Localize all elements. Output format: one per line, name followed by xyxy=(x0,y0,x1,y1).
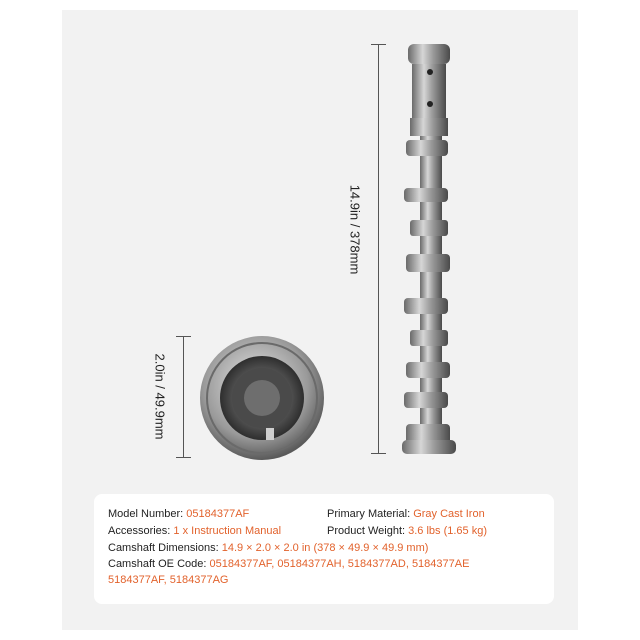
model-number-row xyxy=(108,508,249,520)
oe-code-row-2 xyxy=(108,574,229,586)
oe-code-row xyxy=(108,558,469,570)
camshaft-end-image xyxy=(200,336,324,460)
primary-material-label: Primary Material: xyxy=(327,508,411,520)
product-weight-label: Product Weight: xyxy=(327,525,406,537)
oe-code-label: Camshaft OE Code: xyxy=(108,558,207,570)
product-weight-row xyxy=(327,525,487,537)
model-number-label: Model Number: xyxy=(108,508,184,520)
camshaft-dimensions-value: 14.9 × 2.0 × 2.0 in (378 × 49.9 × 49.9 mm) xyxy=(221,542,429,554)
camshaft-image xyxy=(402,44,456,454)
accessories-label: Accessories: xyxy=(108,525,171,537)
primary-material-row xyxy=(327,508,485,520)
oe-code-value-line2: 5184377AF, 5184377AG xyxy=(108,574,229,586)
spec-card xyxy=(94,494,554,604)
camshaft-dimensions-row xyxy=(108,542,428,554)
oe-code-value-line1: 05184377AF, 05184377AH, 5184377AD, 5184377AE xyxy=(209,558,470,570)
accessories-row xyxy=(108,525,281,537)
camshaft-dimensions-label: Camshaft Dimensions: xyxy=(108,542,219,554)
model-number-value: 05184377AF xyxy=(186,508,250,520)
length-dimension-label: 14.9in / 378mm xyxy=(347,184,363,275)
accessories-value: 1 x Instruction Manual xyxy=(173,525,282,537)
diameter-dimension-label: 2.0in / 49.9mm xyxy=(152,353,168,440)
primary-material-value: Gray Cast Iron xyxy=(413,508,485,520)
product-weight-value: 3.6 lbs (1.65 kg) xyxy=(408,525,487,537)
